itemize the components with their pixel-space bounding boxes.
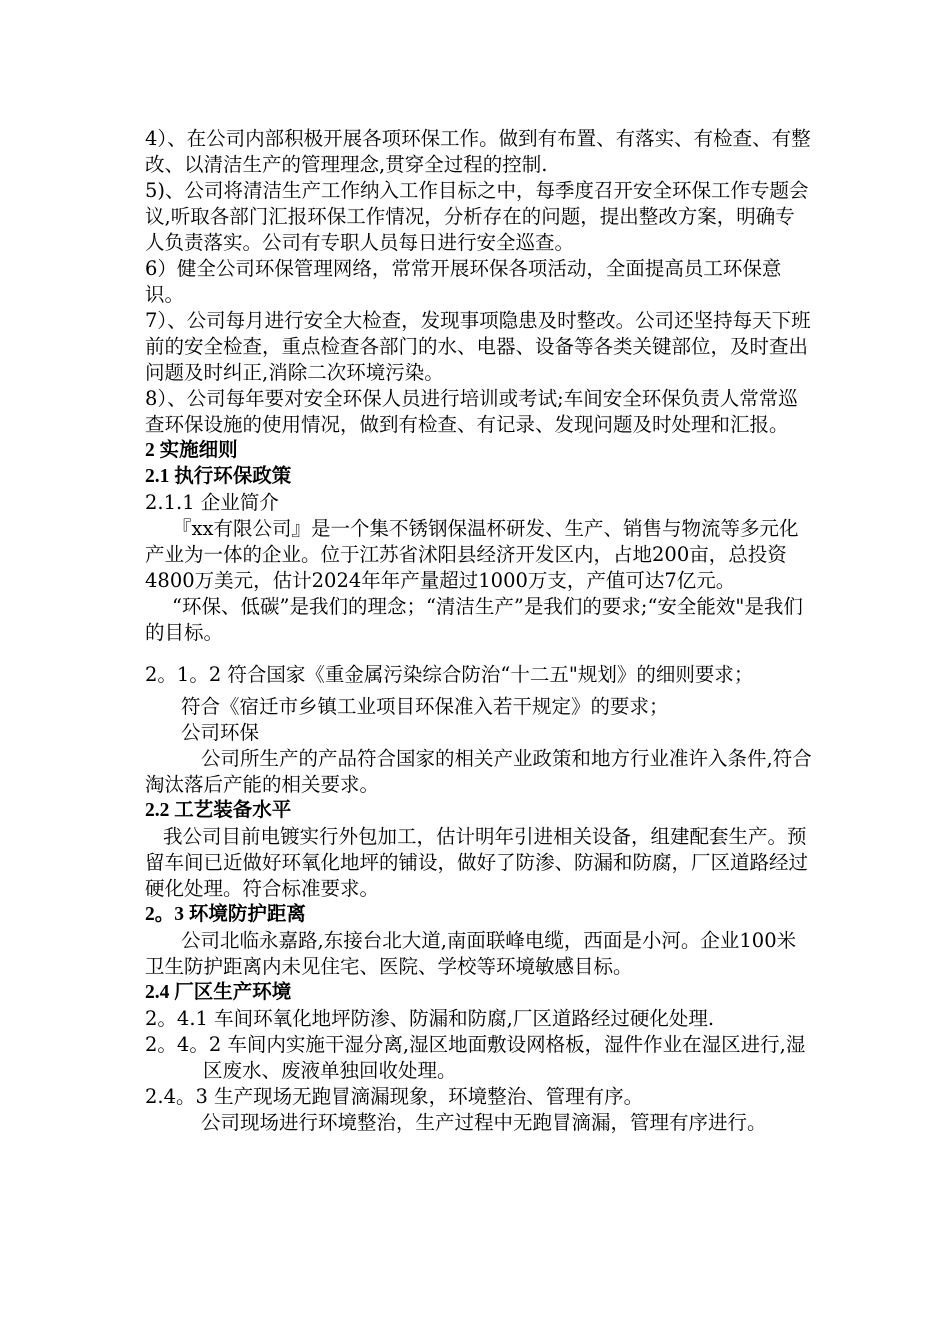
compliance-line-1: 符合《宿迁市乡镇工业项目环保准入若干规定》的要求； [181,695,669,718]
subsection-heading-2-1-1: 2.1.1 企业简介 [145,491,279,514]
section-heading-2: 2 实施细则 [145,440,238,461]
environment-paragraph: 公司现场进行环境整治，生产过程中无跑冒滴漏，管理有序进行。 [201,1111,767,1134]
environment-item-2-4-3: 2.4。3 生产现场无跑冒滴漏现象，环境整治、管理有序。 [145,1085,644,1108]
subsection-heading-2-1-2: 2。1。2 符合国家《重金属污染综合防治“十二五"规划》的细则要求； [145,663,754,686]
environment-item-2-4-1: 2。4.1 车间环氧化地坪防渗、防漏和防腐,厂区道路经过硬化处理. [145,1007,715,1030]
paragraph-item-6: 6）健全公司环保管理网络，常常开展环保各项活动，全面提高员工环保意识。 [145,257,782,306]
section-heading-2-2: 2.2 工艺装备水平 [145,800,292,821]
section-heading-2-4: 2.4 厂区生产环境 [145,982,292,1003]
section-heading-2-1: 2.1 执行环保政策 [145,466,292,487]
protection-distance-paragraph: 公司北临永嘉路,东接台北大道,南面联峰电缆，西面是小河。企业100米卫生防护距离内未见住宅、医院、学校等环境敏感目标。 [145,929,797,978]
compliance-line-2: 公司环保 [181,721,260,744]
compliance-paragraph: 公司所生产的产品符合国家的相关产业政策和地方行业准许入条件,符合淘汰落后产能的相关要求。 [145,747,812,796]
environment-item-2-4-2: 2。4。2 车间内实施干湿分离,湿区地面敷设网格板，湿件作业在湿区进行,湿区废水、废液单独回收处理。 [145,1033,806,1082]
section-heading-2-3: 2。3 环境防护距离 [145,904,306,925]
company-intro-paragraph: 『xx有限公司』是一个集不锈钢保温杯研发、生产、销售与物流等多元化产业为一体的企业。位于江苏省沭阳县经济开发区内，占地200亩，总投资4800万美元，估计2024年年产量超过1000万支，产值可达7亿元。 [145,517,799,592]
equipment-paragraph: 我公司目前电镀实行外包加工，估计明年引进相关设备，组建配套生产。预留车间已近做好环氧化地坪的铺设，做好了防渗、防漏和防腐，厂区道路经过硬化处理。符合标准要求。 [145,825,809,900]
document-body [145,126,813,1136]
paragraph-item-5: 5)、公司将清洁生产工作纳入工作目标之中，每季度召开安全环保工作专题会议,听取各部门汇报环保工作情况，分析存在的问题，提出整改方案，明确专人负责落实。公司有专职人员每日进行安全巡查。 [145,179,809,254]
company-philosophy-paragraph: “环保、低碳”是我们的理念；“清洁生产”是我们的要求;“安全能效"是我们的目标。 [145,595,803,644]
paragraph-item-7: 7）、公司每月进行安全大检查，发现事项隐患及时整改。公司还坚持每天下班前的安全检查，重点检查各部门的水、电器、设备等各类关键部位，及时查出问题及时纠正,消除二次环境污染。 [145,309,811,384]
paragraph-item-4: 4）、在公司内部积极开展各项环保工作。做到有布置、有落实、有检查、有整改、以清洁生产的管理理念,贯穿全过程的控制. [145,127,811,176]
paragraph-item-8: 8）、公司每年要对安全环保人员进行培训或考试;车间安全环保负责人常常巡查环保设施的使用情况，做到有检查、有记录、发现问题及时处理和汇报。 [145,387,798,436]
